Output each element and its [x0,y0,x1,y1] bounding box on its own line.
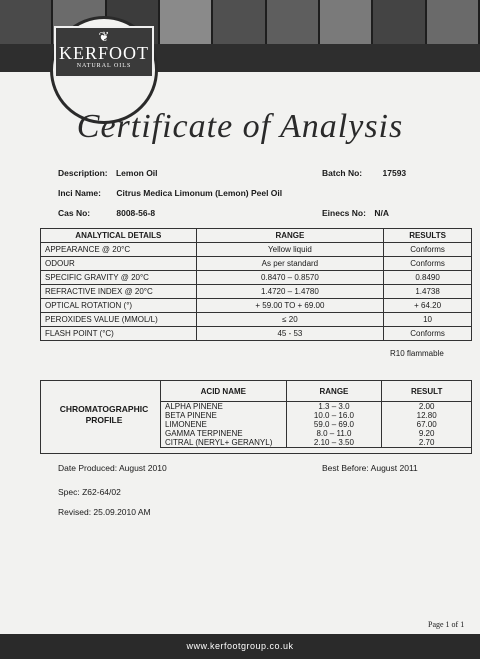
analysis-range: 45 - 53 [196,327,383,341]
chromatographic-profile-label [46,404,162,426]
analysis-header-row [41,229,472,243]
analysis-row [41,313,472,327]
analysis-row [41,285,472,299]
analysis-header-results: RESULTS [384,229,472,243]
acid-header-name: ACID NAME [161,381,287,402]
acid-row [161,411,472,420]
inci-value: Citrus Medica Limonum (Lemon) Peel Oil [116,188,283,198]
analysis-detail: ODOUR [41,257,197,271]
brand-name: KERFOOT [58,43,149,63]
cas-label: Cas No: [58,208,91,218]
acid-name: ALPHA PINENE [161,402,287,412]
acid-result: 67.00 [382,420,472,429]
header-photo-tile [213,0,266,44]
inci-field [58,188,282,198]
description-field [58,168,158,178]
einecs-field [322,208,389,218]
analysis-row [41,271,472,285]
acid-result: 2.70 [382,438,472,448]
analysis-header-details: ANALYTICAL DETAILS [41,229,197,243]
acid-row [161,402,472,412]
header-photo-tile [267,0,320,44]
acid-header-range: RANGE [286,381,382,402]
acid-header-row [161,381,472,402]
acid-name: GAMMA TERPINENE [161,429,287,438]
cas-value: 8008-56-8 [116,208,156,218]
acid-name: LIMONENE [161,420,287,429]
analysis-result: + 64.20 [384,299,472,313]
analysis-range: + 59.00 TO + 69.00 [196,299,383,313]
analysis-detail: OPTICAL ROTATION (°) [41,299,197,313]
header-photo-tile [320,0,373,44]
analysis-result: Conforms [384,327,472,341]
website-footer: www.kerfootgroup.co.uk [0,634,480,659]
best-before: Best Before: August 2011 [322,463,418,473]
acid-row [161,429,472,438]
analysis-row [41,257,472,271]
analysis-result: 0.8490 [384,271,472,285]
acid-row [161,438,472,448]
analysis-range: ≤ 20 [196,313,383,327]
batch-value: 17593 [382,168,407,178]
analysis-range: As per standard [196,257,383,271]
analysis-result: Conforms [384,257,472,271]
brand-logo [54,26,154,78]
analysis-detail: FLASH POINT (°C) [41,327,197,341]
analysis-detail: PEROXIDES VALUE (MMOL/L) [41,313,197,327]
chromatographic-label-line1: CHROMATOGRAPHIC [59,404,149,414]
header-photo-tile [160,0,213,44]
document-title: Certificate of Analysis [76,108,404,145]
leaf-icon: ❦ [98,29,110,44]
analysis-row [41,299,472,313]
analysis-detail: REFRACTIVE INDEX @ 20°C [41,285,197,299]
analysis-range: 0.8470 – 0.8570 [196,271,383,285]
analysis-result: 10 [384,313,472,327]
acid-range: 8.0 – 11.0 [286,429,382,438]
acid-result: 2.00 [382,402,472,412]
acid-name: CITRAL (NERYL+ GERANYL) [161,438,287,448]
einecs-label: Einecs No: [322,208,366,218]
acid-range: 10.0 – 16.0 [286,411,382,420]
analysis-row [41,327,472,341]
acid-range: 59.0 – 69.0 [286,420,382,429]
batch-label: Batch No: [322,168,363,178]
acid-profile-table [160,380,472,448]
analysis-row [41,243,472,257]
page-number: Page 1 of 1 [428,620,465,629]
revised-date: Revised: 25.09.2010 AM [58,507,151,517]
batch-field [322,168,406,178]
brand-tagline: NATURAL OILS [76,63,132,69]
spec: Spec: Z62-64/02 [58,487,121,497]
acid-range: 1.3 – 3.0 [286,402,382,412]
acid-row [161,420,472,429]
acid-name: BETA PINENE [161,411,287,420]
inci-label: Inci Name: [58,188,101,198]
analysis-header-range: RANGE [196,229,383,243]
header-photo-tile [0,0,53,44]
chromatographic-label-line2: PROFILE [85,415,123,425]
analysis-detail: APPEARANCE @ 20°C [41,243,197,257]
acid-range: 2.10 – 3.50 [286,438,382,448]
header-photo-tile [373,0,426,44]
cas-field [58,208,155,218]
analytical-details-table [40,228,472,341]
acid-header-result: RESULT [382,381,472,402]
date-produced: Date Produced: August 2010 [58,463,167,473]
acid-result: 12.80 [382,411,472,420]
header-photo-tile [427,0,480,44]
analysis-range: 1.4720 – 1.4780 [196,285,383,299]
analysis-result: Conforms [384,243,472,257]
analysis-detail: SPECIFIC GRAVITY @ 20°C [41,271,197,285]
analysis-range: Yellow liquid [196,243,383,257]
flammability-note: R10 flammable [390,349,444,358]
acid-result: 9.20 [382,429,472,438]
description-value: Lemon Oil [115,168,158,178]
description-label: Description: [58,168,108,178]
einecs-value: N/A [374,208,389,218]
analysis-result: 1.4738 [384,285,472,299]
